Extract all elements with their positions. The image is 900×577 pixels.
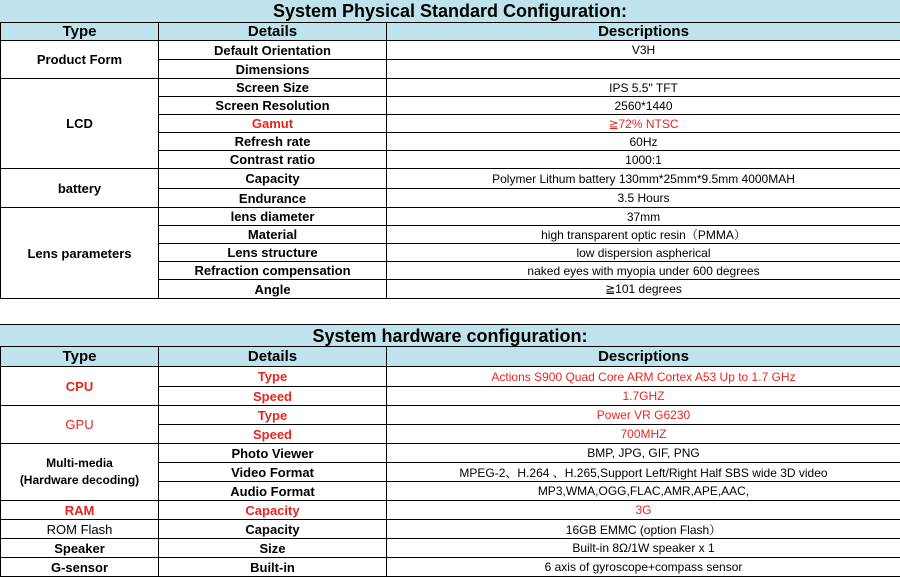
table-row <box>1 558 900 577</box>
detail-cell: Dimensions <box>159 60 387 79</box>
desc-cell: 37mm <box>387 208 900 226</box>
detail-cell: Screen Resolution <box>159 97 387 115</box>
header-details: Details <box>159 347 387 367</box>
desc-cell: 3.5 Hours <box>387 189 900 208</box>
hardware-config-table <box>0 346 900 577</box>
table-row <box>1 208 900 226</box>
table-row <box>1 79 900 97</box>
section2-title: System hardware configuration: <box>0 324 900 346</box>
desc-cell: 1.7GHZ <box>387 387 900 406</box>
desc-cell: 6 axis of gyroscope+compass sensor <box>387 558 900 577</box>
detail-cell: Lens structure <box>159 244 387 262</box>
header-type: Type <box>1 23 159 41</box>
type-battery: battery <box>1 169 159 208</box>
detail-cell: Endurance <box>159 189 387 208</box>
table-row <box>1 169 900 189</box>
header-descriptions: Descriptions <box>387 23 900 41</box>
desc-cell: Polymer Lithum battery 130mm*25mm*9.5mm 4000MAH <box>387 169 900 189</box>
type-speaker: Speaker <box>1 539 159 558</box>
table-row <box>1 444 900 463</box>
detail-cell: Speed <box>159 425 387 444</box>
detail-cell: Angle <box>159 280 387 299</box>
type-lens: Lens parameters <box>1 208 159 299</box>
detail-cell: Type <box>159 406 387 425</box>
desc-cell: 60Hz <box>387 133 900 151</box>
multimedia-line2: (Hardware decoding) <box>1 472 158 489</box>
multimedia-line1: Multi-media <box>1 455 158 472</box>
detail-cell: Contrast ratio <box>159 151 387 169</box>
section1-title: System Physical Standard Configuration: <box>0 0 900 22</box>
type-gpu: GPU <box>1 406 159 444</box>
desc-cell: 16GB EMMC (option Flash） <box>387 520 900 539</box>
header-descriptions: Descriptions <box>387 347 900 367</box>
desc-cell: ≧72% NTSC <box>387 115 900 133</box>
detail-cell: Size <box>159 539 387 558</box>
detail-cell: Screen Size <box>159 79 387 97</box>
desc-cell: ≧101 degrees <box>387 280 900 299</box>
detail-cell: Capacity <box>159 169 387 189</box>
detail-cell: Speed <box>159 387 387 406</box>
detail-cell: Video Format <box>159 463 387 482</box>
detail-cell: Photo Viewer <box>159 444 387 463</box>
detail-cell: Material <box>159 226 387 244</box>
detail-cell: Gamut <box>159 115 387 133</box>
desc-cell: MP3,WMA,OGG,FLAC,AMR,APE,AAC, <box>387 482 900 501</box>
desc-cell: BMP, JPG, GIF, PNG <box>387 444 900 463</box>
header-type: Type <box>1 347 159 367</box>
table-header-row <box>1 347 900 367</box>
table-row <box>1 501 900 520</box>
type-product-form: Product Form <box>1 41 159 79</box>
type-gsensor: G-sensor <box>1 558 159 577</box>
table-row <box>1 367 900 387</box>
type-lcd: LCD <box>1 79 159 169</box>
desc-cell: high transparent optic resin（PMMA） <box>387 226 900 244</box>
desc-cell: low dispersion aspherical <box>387 244 900 262</box>
desc-cell: MPEG-2、H.264 、H.265,Support Left/Right Half SBS wide 3D video <box>387 463 900 482</box>
desc-cell <box>387 60 900 79</box>
table-row <box>1 539 900 558</box>
table-header-row <box>1 23 900 41</box>
physical-config-table <box>0 22 900 299</box>
type-ram: RAM <box>1 501 159 520</box>
type-multimedia <box>1 444 159 501</box>
desc-cell: 700MHZ <box>387 425 900 444</box>
detail-cell: Type <box>159 367 387 387</box>
desc-cell: Built-in 8Ω/1W speaker x 1 <box>387 539 900 558</box>
desc-cell: V3H <box>387 41 900 60</box>
desc-cell: IPS 5.5" TFT <box>387 79 900 97</box>
type-cpu: CPU <box>1 367 159 406</box>
desc-cell: naked eyes with myopia under 600 degrees <box>387 262 900 280</box>
detail-cell: Capacity <box>159 520 387 539</box>
detail-cell: Built-in <box>159 558 387 577</box>
desc-cell: Power VR G6230 <box>387 406 900 425</box>
table-row <box>1 406 900 425</box>
detail-cell: Refresh rate <box>159 133 387 151</box>
detail-cell: Audio Format <box>159 482 387 501</box>
desc-cell: 3G <box>387 501 900 520</box>
detail-cell: Refraction compensation <box>159 262 387 280</box>
desc-cell: 2560*1440 <box>387 97 900 115</box>
desc-cell: 1000:1 <box>387 151 900 169</box>
header-details: Details <box>159 23 387 41</box>
desc-cell: Actions S900 Quad Core ARM Cortex A53 Up to 1.7 GHz <box>387 367 900 387</box>
type-rom: ROM Flash <box>1 520 159 539</box>
table-row <box>1 520 900 539</box>
detail-cell: lens diameter <box>159 208 387 226</box>
table-row <box>1 41 900 60</box>
detail-cell: Default Orientation <box>159 41 387 60</box>
detail-cell: Capacity <box>159 501 387 520</box>
